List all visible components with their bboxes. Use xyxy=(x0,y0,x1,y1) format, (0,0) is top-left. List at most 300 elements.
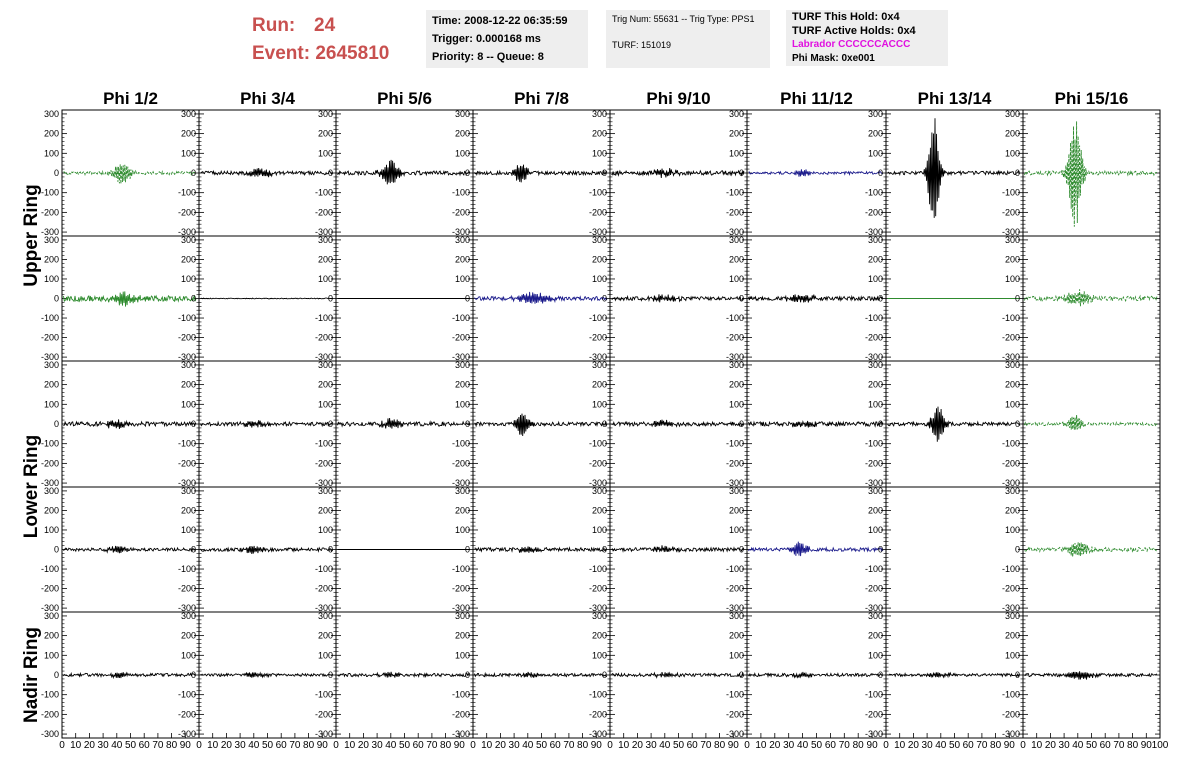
y-tick-label: -300 xyxy=(451,729,470,740)
trig-text: Trig Num: 55631 -- Trig Type: PPS1 xyxy=(612,14,755,24)
y-tick-label: -300 xyxy=(588,352,607,363)
y-tick-label: -200 xyxy=(725,583,744,594)
y-tick-label: 200 xyxy=(454,254,470,265)
y-tick-label: 100 xyxy=(454,273,470,284)
y-tick-label: 100 xyxy=(867,650,883,661)
waveform-trace xyxy=(475,165,607,183)
y-tick-label: 100 xyxy=(43,148,59,159)
y-tick-label: 200 xyxy=(1004,630,1020,641)
y-tick-label: 200 xyxy=(43,630,59,641)
y-tick-label: 200 xyxy=(180,128,196,139)
y-tick-label: -300 xyxy=(314,603,333,614)
y-tick-label: 100 xyxy=(591,650,607,661)
x-tick-label: 40 xyxy=(797,740,809,751)
y-tick-label: -200 xyxy=(314,458,333,469)
y-tick-label: -100 xyxy=(451,564,470,575)
y-tick-label: -100 xyxy=(451,187,470,198)
y-tick-label: -300 xyxy=(864,227,883,238)
x-tick-label: 0 xyxy=(883,740,889,751)
y-tick-label: 0 xyxy=(464,293,470,304)
x-tick-label: 0 xyxy=(196,740,202,751)
y-tick-label: -300 xyxy=(40,729,59,740)
waveform-trace xyxy=(612,294,744,302)
phi-column-label: Phi 3/4 xyxy=(240,89,295,108)
y-tick-label: -300 xyxy=(725,603,744,614)
y-tick-label: -300 xyxy=(40,603,59,614)
x-tick-label: 20 xyxy=(357,740,369,751)
x-tick-label: 100 xyxy=(1151,740,1169,751)
y-tick-label: 300 xyxy=(867,234,883,245)
y-tick-label: -300 xyxy=(588,478,607,489)
y-tick-label: -100 xyxy=(40,313,59,324)
y-tick-label: -200 xyxy=(588,207,607,218)
y-tick-label: 300 xyxy=(1004,108,1020,119)
y-tick-label: 0 xyxy=(877,419,883,429)
y-tick-label: -200 xyxy=(864,332,883,343)
y-tick-label: 200 xyxy=(317,128,333,139)
y-tick-label: 200 xyxy=(454,128,470,139)
y-tick-label: -100 xyxy=(725,689,744,700)
x-tick-label: 20 xyxy=(907,740,919,751)
waveform-trace xyxy=(201,168,333,177)
priority-text: Priority: 8 -- Queue: 8 xyxy=(432,51,544,63)
x-tick-label: 60 xyxy=(275,740,287,751)
y-tick-label: 300 xyxy=(728,359,744,370)
y-tick-label: -100 xyxy=(40,187,59,198)
x-tick-label: 30 xyxy=(97,740,109,751)
y-tick-label: -300 xyxy=(588,729,607,740)
y-tick-label: -300 xyxy=(725,352,744,363)
y-tick-label: 100 xyxy=(180,524,196,535)
y-tick-label: -300 xyxy=(177,603,196,614)
x-tick-label: 0 xyxy=(607,740,613,751)
y-tick-label: 300 xyxy=(43,108,59,119)
y-tick-label: -300 xyxy=(1001,352,1020,363)
y-tick-label: 0 xyxy=(601,544,607,555)
y-tick-label: 100 xyxy=(180,650,196,661)
y-tick-label: 200 xyxy=(43,254,59,265)
y-tick-label: 300 xyxy=(728,610,744,621)
y-tick-label: -200 xyxy=(314,583,333,594)
y-tick-label: -200 xyxy=(177,207,196,218)
y-tick-label: -100 xyxy=(314,564,333,575)
y-tick-label: 100 xyxy=(591,524,607,535)
y-tick-label: 300 xyxy=(1004,610,1020,621)
x-tick-label: 70 xyxy=(1113,740,1125,751)
y-tick-label: -200 xyxy=(40,207,59,218)
run-label: Run: xyxy=(252,15,296,36)
x-tick-label: 80 xyxy=(852,740,864,751)
y-tick-label: 0 xyxy=(601,670,607,680)
y-tick-label: 200 xyxy=(728,505,744,516)
waveform-trace xyxy=(749,169,883,176)
waveform-trace xyxy=(612,672,744,677)
y-tick-label: 0 xyxy=(877,670,883,680)
y-tick-label: 300 xyxy=(317,610,333,621)
ring-label: Nadir Ring xyxy=(21,626,42,724)
waveform-trace xyxy=(201,672,333,677)
x-tick-label: 50 xyxy=(1085,740,1098,751)
y-tick-label: 100 xyxy=(591,399,607,410)
x-tick-label: 0 xyxy=(59,740,65,751)
y-tick-label: 200 xyxy=(1004,505,1020,516)
y-tick-label: -100 xyxy=(177,313,196,324)
y-tick-label: 100 xyxy=(454,399,470,410)
y-tick-label: 0 xyxy=(877,293,883,304)
y-tick-label: 300 xyxy=(317,234,333,245)
y-tick-label: 300 xyxy=(591,359,607,370)
waveform-trace xyxy=(749,542,883,556)
y-tick-label: -300 xyxy=(1001,227,1020,238)
event-value: 2645810 xyxy=(315,43,390,64)
y-tick-label: 100 xyxy=(43,399,59,410)
y-tick-label: 100 xyxy=(317,399,333,410)
x-tick-label: 80 xyxy=(166,740,178,751)
y-tick-label: -300 xyxy=(314,729,333,740)
y-tick-label: 100 xyxy=(1004,399,1020,410)
x-tick-label: 60 xyxy=(412,740,424,751)
y-tick-label: 0 xyxy=(190,419,196,429)
x-tick-label: 50 xyxy=(810,740,823,751)
y-tick-label: 100 xyxy=(180,273,196,284)
x-tick-label: 70 xyxy=(152,740,164,751)
turf-active-text: TURF Active Holds: 0x4 xyxy=(792,25,916,37)
x-tick-label: 90 xyxy=(1140,740,1152,751)
y-tick-label: -200 xyxy=(864,207,883,218)
x-tick-label: 70 xyxy=(700,740,712,751)
x-tick-label: 20 xyxy=(83,740,95,751)
y-tick-label: 300 xyxy=(867,610,883,621)
x-tick-label: 60 xyxy=(686,740,698,751)
y-tick-label: 200 xyxy=(454,379,470,390)
turf-text: TURF: 151019 xyxy=(612,40,672,50)
y-tick-label: -300 xyxy=(177,227,196,238)
y-tick-label: 100 xyxy=(867,148,883,159)
y-tick-label: -300 xyxy=(451,478,470,489)
x-tick-label: 20 xyxy=(769,740,781,751)
waveform-trace xyxy=(338,672,470,678)
y-tick-label: 0 xyxy=(1014,544,1020,555)
y-tick-label: -200 xyxy=(451,709,470,720)
y-tick-label: 0 xyxy=(1014,168,1020,178)
phi-column-label: Phi 13/14 xyxy=(917,89,992,108)
x-tick-label: 80 xyxy=(440,740,452,751)
labrador-text: Labrador CCCCCCACCC xyxy=(792,39,911,50)
y-tick-label: -300 xyxy=(725,227,744,238)
run-value: 24 xyxy=(314,15,336,36)
x-tick-label: 20 xyxy=(494,740,506,751)
y-tick-label: -200 xyxy=(177,332,196,343)
x-tick-label: 0 xyxy=(744,740,750,751)
y-tick-label: 0 xyxy=(601,293,607,304)
y-tick-label: -100 xyxy=(725,187,744,198)
waveform-trace xyxy=(338,160,470,184)
y-tick-label: 100 xyxy=(454,148,470,159)
y-tick-label: -200 xyxy=(588,709,607,720)
y-tick-label: 200 xyxy=(1004,379,1020,390)
waveform-trace xyxy=(338,418,470,429)
y-tick-label: -100 xyxy=(864,438,883,449)
phi-column-label: Phi 1/2 xyxy=(103,89,158,108)
y-tick-label: -300 xyxy=(864,352,883,363)
y-tick-label: -100 xyxy=(588,313,607,324)
phi-column-label: Phi 5/6 xyxy=(377,89,432,108)
waveform-trace xyxy=(201,298,333,299)
phi-column-label: Phi 9/10 xyxy=(646,89,711,108)
y-tick-label: 0 xyxy=(327,293,333,304)
x-tick-label: 70 xyxy=(976,740,988,751)
y-tick-label: -300 xyxy=(864,478,883,489)
y-tick-label: -100 xyxy=(40,438,59,449)
x-tick-label: 40 xyxy=(659,740,671,751)
y-tick-label: 0 xyxy=(464,168,470,178)
phi-column-label: Phi 11/12 xyxy=(780,89,853,108)
y-tick-label: 0 xyxy=(464,670,470,680)
x-tick-label: 70 xyxy=(289,740,301,751)
y-tick-label: 100 xyxy=(454,650,470,661)
y-tick-label: -200 xyxy=(177,709,196,720)
waveform-trace xyxy=(1025,542,1157,557)
y-tick-label: 200 xyxy=(728,379,744,390)
x-tick-label: 70 xyxy=(426,740,438,751)
x-tick-label: 90 xyxy=(453,740,465,751)
y-tick-label: 300 xyxy=(1004,359,1020,370)
x-tick-label: 30 xyxy=(508,740,520,751)
y-tick-label: 0 xyxy=(738,419,744,429)
y-tick-label: 200 xyxy=(454,630,470,641)
y-tick-label: -200 xyxy=(864,458,883,469)
phi-mask-text: Phi Mask: 0xe001 xyxy=(792,53,875,64)
y-tick-label: 0 xyxy=(738,544,744,555)
y-tick-label: 200 xyxy=(317,630,333,641)
x-tick-label: 60 xyxy=(824,740,836,751)
y-tick-label: 100 xyxy=(1004,273,1020,284)
y-tick-label: -200 xyxy=(725,332,744,343)
x-tick-label: 10 xyxy=(344,740,356,751)
y-tick-label: 200 xyxy=(591,505,607,516)
x-tick-label: 50 xyxy=(948,740,961,751)
y-tick-label: -100 xyxy=(314,187,333,198)
y-tick-label: 300 xyxy=(454,359,470,370)
x-tick-label: 10 xyxy=(481,740,493,751)
y-tick-label: -300 xyxy=(40,352,59,363)
y-tick-label: 300 xyxy=(180,610,196,621)
waveform-trace xyxy=(64,419,196,429)
y-tick-label: 100 xyxy=(1004,650,1020,661)
x-tick-label: 50 xyxy=(672,740,685,751)
y-tick-label: -100 xyxy=(725,438,744,449)
y-tick-label: 200 xyxy=(180,505,196,516)
y-tick-label: 200 xyxy=(180,630,196,641)
waveform-trace xyxy=(612,168,744,178)
y-tick-label: 100 xyxy=(728,273,744,284)
y-tick-label: 200 xyxy=(867,254,883,265)
x-tick-label: 90 xyxy=(316,740,328,751)
y-tick-label: 200 xyxy=(1004,254,1020,265)
x-tick-label: 10 xyxy=(894,740,906,751)
y-tick-label: 100 xyxy=(867,273,883,284)
x-tick-label: 40 xyxy=(1072,740,1084,751)
y-tick-label: -100 xyxy=(177,438,196,449)
y-tick-label: -100 xyxy=(588,187,607,198)
x-tick-label: 20 xyxy=(631,740,643,751)
x-tick-label: 50 xyxy=(261,740,274,751)
y-tick-label: 300 xyxy=(728,234,744,245)
waveform-trace xyxy=(475,292,607,304)
y-tick-label: -100 xyxy=(1001,313,1020,324)
y-tick-label: 200 xyxy=(867,128,883,139)
y-tick-label: 300 xyxy=(180,359,196,370)
y-tick-label: 200 xyxy=(317,254,333,265)
y-tick-label: 0 xyxy=(53,670,59,680)
y-tick-label: -300 xyxy=(451,227,470,238)
y-tick-label: 100 xyxy=(1004,524,1020,535)
y-tick-label: 100 xyxy=(317,273,333,284)
y-tick-label: -200 xyxy=(725,458,744,469)
y-tick-label: -100 xyxy=(864,689,883,700)
y-tick-label: 0 xyxy=(738,670,744,680)
y-tick-label: 100 xyxy=(1004,148,1020,159)
y-tick-label: -100 xyxy=(314,689,333,700)
y-tick-label: -100 xyxy=(864,313,883,324)
y-tick-label: -100 xyxy=(314,313,333,324)
y-tick-label: -200 xyxy=(314,709,333,720)
y-tick-label: -300 xyxy=(1001,478,1020,489)
y-tick-label: 0 xyxy=(53,544,59,555)
y-tick-label: 0 xyxy=(738,293,744,304)
y-tick-label: -200 xyxy=(725,709,744,720)
y-tick-label: 0 xyxy=(464,544,470,555)
y-tick-label: -100 xyxy=(314,438,333,449)
x-tick-label: 10 xyxy=(207,740,219,751)
y-tick-label: -300 xyxy=(864,729,883,740)
y-tick-label: 200 xyxy=(43,379,59,390)
y-tick-label: 200 xyxy=(43,505,59,516)
y-tick-label: -100 xyxy=(177,689,196,700)
y-tick-label: 200 xyxy=(43,128,59,139)
waveform-trace xyxy=(888,118,1020,218)
waveform-trace xyxy=(749,421,883,428)
y-tick-label: 300 xyxy=(867,485,883,496)
y-tick-label: 100 xyxy=(454,524,470,535)
y-tick-label: -100 xyxy=(588,689,607,700)
y-tick-label: 300 xyxy=(43,485,59,496)
waveform-trace xyxy=(1025,671,1157,679)
y-tick-label: 200 xyxy=(591,379,607,390)
y-tick-label: 200 xyxy=(180,254,196,265)
y-tick-label: -100 xyxy=(1001,689,1020,700)
y-tick-label: -300 xyxy=(177,478,196,489)
y-tick-label: 300 xyxy=(454,234,470,245)
y-tick-label: -100 xyxy=(864,187,883,198)
y-tick-label: -300 xyxy=(725,478,744,489)
y-tick-label: 0 xyxy=(327,544,333,555)
x-tick-label: 0 xyxy=(333,740,339,751)
x-tick-label: 40 xyxy=(935,740,947,751)
y-tick-label: 100 xyxy=(43,524,59,535)
y-tick-label: -300 xyxy=(177,729,196,740)
y-tick-label: 100 xyxy=(728,148,744,159)
y-tick-label: -300 xyxy=(864,603,883,614)
trigger-text: Trigger: 0.000168 ms xyxy=(432,33,541,45)
y-tick-label: -100 xyxy=(864,564,883,575)
y-tick-label: 0 xyxy=(877,168,883,178)
x-tick-label: 10 xyxy=(70,740,82,751)
y-tick-label: 300 xyxy=(591,610,607,621)
y-tick-label: 0 xyxy=(464,419,470,429)
waveform-trace xyxy=(475,414,607,436)
y-tick-label: -100 xyxy=(451,438,470,449)
x-tick-label: 60 xyxy=(138,740,150,751)
y-tick-label: 0 xyxy=(1014,293,1020,304)
y-tick-label: -200 xyxy=(1001,709,1020,720)
y-tick-label: -100 xyxy=(1001,564,1020,575)
y-tick-label: 0 xyxy=(1014,419,1020,429)
y-tick-label: 0 xyxy=(53,293,59,304)
y-tick-label: -100 xyxy=(725,313,744,324)
y-tick-label: -200 xyxy=(725,207,744,218)
y-tick-label: -300 xyxy=(40,478,59,489)
y-tick-label: -300 xyxy=(1001,603,1020,614)
x-tick-label: 50 xyxy=(124,740,137,751)
y-tick-label: 200 xyxy=(867,505,883,516)
y-tick-label: -200 xyxy=(177,583,196,594)
y-tick-label: 300 xyxy=(454,108,470,119)
x-tick-label: 40 xyxy=(385,740,397,751)
y-tick-label: 0 xyxy=(1014,670,1020,680)
waveform-trace xyxy=(1025,289,1157,306)
y-tick-label: -200 xyxy=(451,583,470,594)
y-tick-label: -100 xyxy=(588,438,607,449)
waveform-trace xyxy=(1025,121,1157,226)
y-tick-label: 100 xyxy=(317,524,333,535)
y-tick-label: 100 xyxy=(867,524,883,535)
y-tick-label: 0 xyxy=(53,168,59,178)
x-tick-label: 10 xyxy=(755,740,767,751)
y-tick-label: -200 xyxy=(864,709,883,720)
y-tick-label: 100 xyxy=(591,273,607,284)
waveform-trace xyxy=(749,294,883,302)
x-tick-label: 20 xyxy=(1044,740,1056,751)
x-tick-label: 40 xyxy=(248,740,260,751)
x-tick-label: 10 xyxy=(1031,740,1043,751)
waveform-trace xyxy=(201,546,333,554)
y-tick-label: 300 xyxy=(317,485,333,496)
waveform-trace xyxy=(64,546,196,553)
turf-hold-text: TURF This Hold: 0x4 xyxy=(792,11,900,23)
y-tick-label: 200 xyxy=(867,630,883,641)
x-tick-label: 60 xyxy=(962,740,974,751)
y-tick-label: -200 xyxy=(1001,332,1020,343)
x-tick-label: 30 xyxy=(783,740,795,751)
x-tick-label: 10 xyxy=(618,740,630,751)
y-tick-label: 100 xyxy=(591,148,607,159)
y-tick-label: -200 xyxy=(1001,207,1020,218)
y-tick-label: 100 xyxy=(317,650,333,661)
waveform-trace xyxy=(1025,415,1157,430)
y-tick-label: 200 xyxy=(591,630,607,641)
y-tick-label: -200 xyxy=(40,458,59,469)
waveform-trace xyxy=(475,544,607,555)
waveform-trace xyxy=(475,672,607,678)
y-tick-label: -200 xyxy=(40,583,59,594)
x-tick-label: 40 xyxy=(111,740,123,751)
x-tick-label: 30 xyxy=(921,740,933,751)
x-tick-label: 90 xyxy=(727,740,739,751)
y-tick-label: 300 xyxy=(591,485,607,496)
y-tick-label: -100 xyxy=(177,564,196,575)
y-tick-label: -100 xyxy=(588,564,607,575)
